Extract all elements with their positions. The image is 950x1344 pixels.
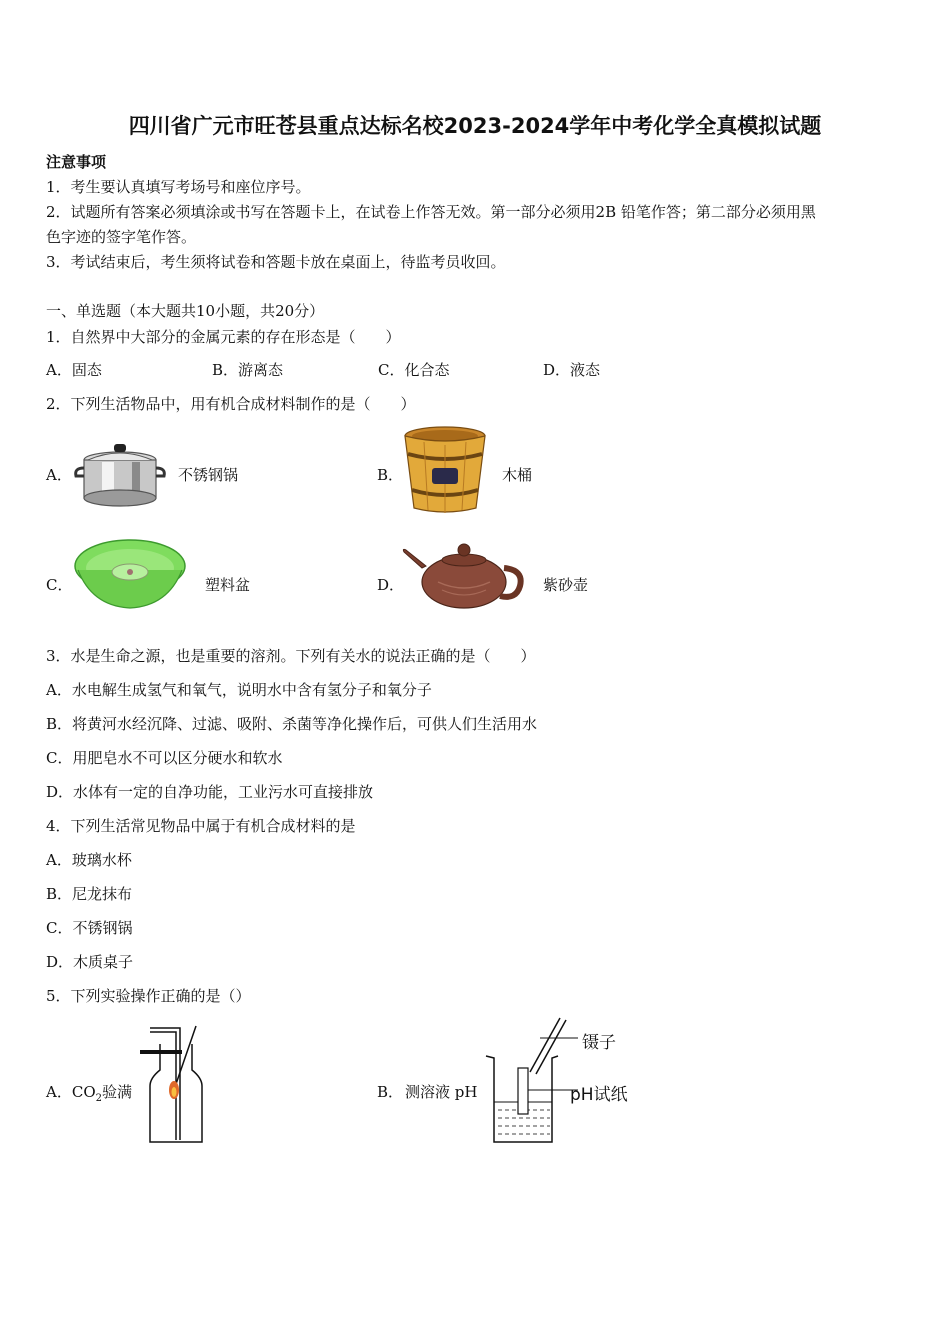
q3-option-b: B．将黄河水经沉降、过滤、吸附、杀菌等净化操作后，可供人们生活用水 [46,715,538,733]
q2-option-c-caption: 塑料盆 [205,576,251,594]
q4-stem: 4．下列生活常见物品中属于有机合成材料的是 [46,817,356,835]
q2-option-c-letter: C． [46,576,73,594]
q2-stem: 2．下列生活物品中，用有机合成材料制作的是（ ） [46,395,416,413]
q2-option-a-caption: 不锈钢锅 [178,466,239,484]
wooden-bucket-image [402,424,488,514]
q2-option-a-letter: A． [46,466,72,484]
co2-test-bottle-diagram [136,1022,216,1146]
page-title: 四川省广元市旺苍县重点达标名校2023-2024学年中考化学全真模拟试题 [128,114,822,138]
clay-teapot-image [402,538,526,612]
q1-option-b: B．游离态 [212,361,284,379]
q2-option-d-caption: 紫砂壶 [543,576,589,594]
q5-option-a-caption [46,1081,132,1104]
q1-stem: 1．自然界中大部分的金属元素的存在形态是（ ） [46,328,401,346]
q2-option-b-caption: 木桶 [502,466,533,484]
q4-option-c: C．不锈钢锅 [46,919,133,937]
tweezers-label: 镊子 [582,1033,616,1053]
q4-option-b: B．尼龙抹布 [46,885,133,903]
q2-option-d-letter: D． [377,576,405,594]
ph-test-beaker-diagram [480,1016,580,1146]
q1-option-d: D．液态 [543,361,601,379]
stainless-pot-image [72,438,168,510]
q3-option-a: A．水电解生成氢气和氧气，说明水中含有氢分子和氧分子 [46,681,432,699]
plastic-basin-image [72,536,188,612]
q5-stem: 5．下列实验操作正确的是（） [46,987,251,1005]
q5-option-a-letter: A． [46,1083,72,1101]
notice-item: 1．考生要认真填写考场号和座位序号。 [46,178,311,196]
q3-option-c: C．用肥皂水不可以区分硬水和软水 [46,749,283,767]
q4-option-d: D．木质桌子 [46,953,134,971]
section-heading: 一、单选题（本大题共10小题，共20分） [46,302,325,320]
q5-option-a-text: 验满 [102,1083,133,1101]
notice-item: 2．试题所有答案必须填涂或书写在答题卡上，在试卷上作答无效。第一部分必须用2B 铅笔作答；第二部分必须用黑 [46,203,816,221]
q1-option-c: C．化合态 [378,361,450,379]
q5-option-b-letter: B． [377,1083,404,1101]
notice-item: 色字迹的签字笔作答。 [46,228,197,246]
q5-option-b-caption: 测溶液 pH [405,1083,478,1101]
notice-item: 3．考试结束后，考生须将试卷和答题卡放在桌面上，待监考员收回。 [46,253,506,271]
notice-heading: 注意事项 [46,153,107,171]
q3-stem: 3．水是生命之源，也是重要的溶剂。下列有关水的说法正确的是（ ） [46,647,536,665]
co2-formula: CO [71,1083,96,1101]
q2-option-b-letter: B． [377,466,404,484]
q1-option-a: A．固态 [46,361,102,379]
ph-paper-label: pH试纸 [570,1085,628,1105]
q4-option-a: A．玻璃水杯 [46,851,132,869]
co2-subscript: 2 [95,1093,102,1104]
q3-option-d: D．水体有一定的自净功能，工业污水可直接排放 [46,783,374,801]
